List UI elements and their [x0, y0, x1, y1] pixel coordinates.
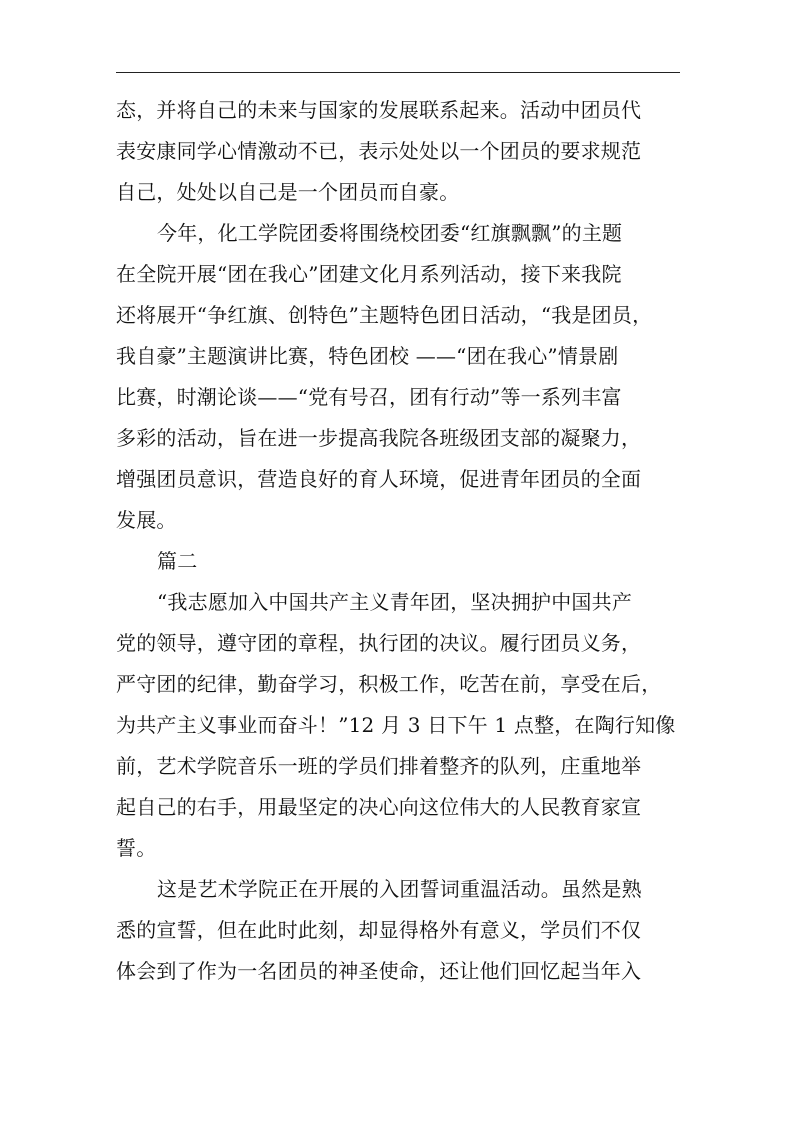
text-line-1: 态，并将自己的未来与国家的发展联系起来。活动中团员代 — [116, 98, 642, 122]
text-line-17: 前，艺术学院音乐一班的学员们排着整齐的队列，庄重地举 — [116, 754, 642, 778]
text-line-14: 党的领导，遵守团的章程，执行团的决议。履行团员义务， — [116, 631, 642, 655]
text-line-6: 还将展开“争红旗、创特色”主题特色团日活动，“我是团员， — [116, 303, 653, 327]
text-line-22: 体会到了作为一名团员的神圣使命，还让他们回忆起当年入 — [116, 959, 642, 983]
text-line-2: 表安康同学心情激动不已，表示处处以一个团员的要求规范 — [116, 139, 642, 163]
text-line-5: 在全院开展“团在我心”团建文化月系列活动，接下来我院 — [116, 262, 622, 286]
text-line-9: 多彩的活动，旨在进一步提高我院各班级团支部的凝聚力， — [116, 426, 642, 450]
text-line-4: 今年，化工学院团委将围绕校团委“红旗飘飘”的主题 — [157, 221, 623, 245]
section-heading: 篇二 — [157, 549, 198, 573]
text-line-19: 誓。 — [116, 836, 157, 860]
text-line-10: 增强团员意识，营造良好的育人环境，促进青年团员的全面 — [116, 467, 642, 491]
text-line-21: 悉的宣誓，但在此时此刻，却显得格外有意义，学员们不仅 — [116, 918, 642, 942]
document-body — [116, 90, 682, 992]
text-line-13: “我志愿加入中国共产主义青年团，坚决拥护中国共产 — [157, 590, 633, 614]
text-line-8: 比赛，时潮论谈——“党有号召，团有行动”等一系列丰富 — [116, 385, 622, 409]
header-rule — [116, 72, 680, 73]
text-line-16: 为共产主义事业而奋斗！”12 月 3 日下午 1 点整，在陶行知像 — [116, 713, 676, 737]
text-line-3: 自己，处处以自己是一个团员而自豪。 — [116, 180, 460, 204]
text-line-15: 严守团的纪律，勤奋学习，积极工作，吃苦在前，享受在后， — [116, 672, 662, 696]
text-line-11: 发展。 — [116, 508, 177, 532]
text-line-18: 起自己的右手，用最坚定的决心向这位伟大的人民教育家宣 — [116, 795, 642, 819]
text-line-20: 这是艺术学院正在开展的入团誓词重温活动。虽然是熟 — [157, 877, 642, 901]
text-line-7: 我自豪”主题演讲比赛，特色团校 ——“团在我心”情景剧 — [116, 344, 619, 368]
